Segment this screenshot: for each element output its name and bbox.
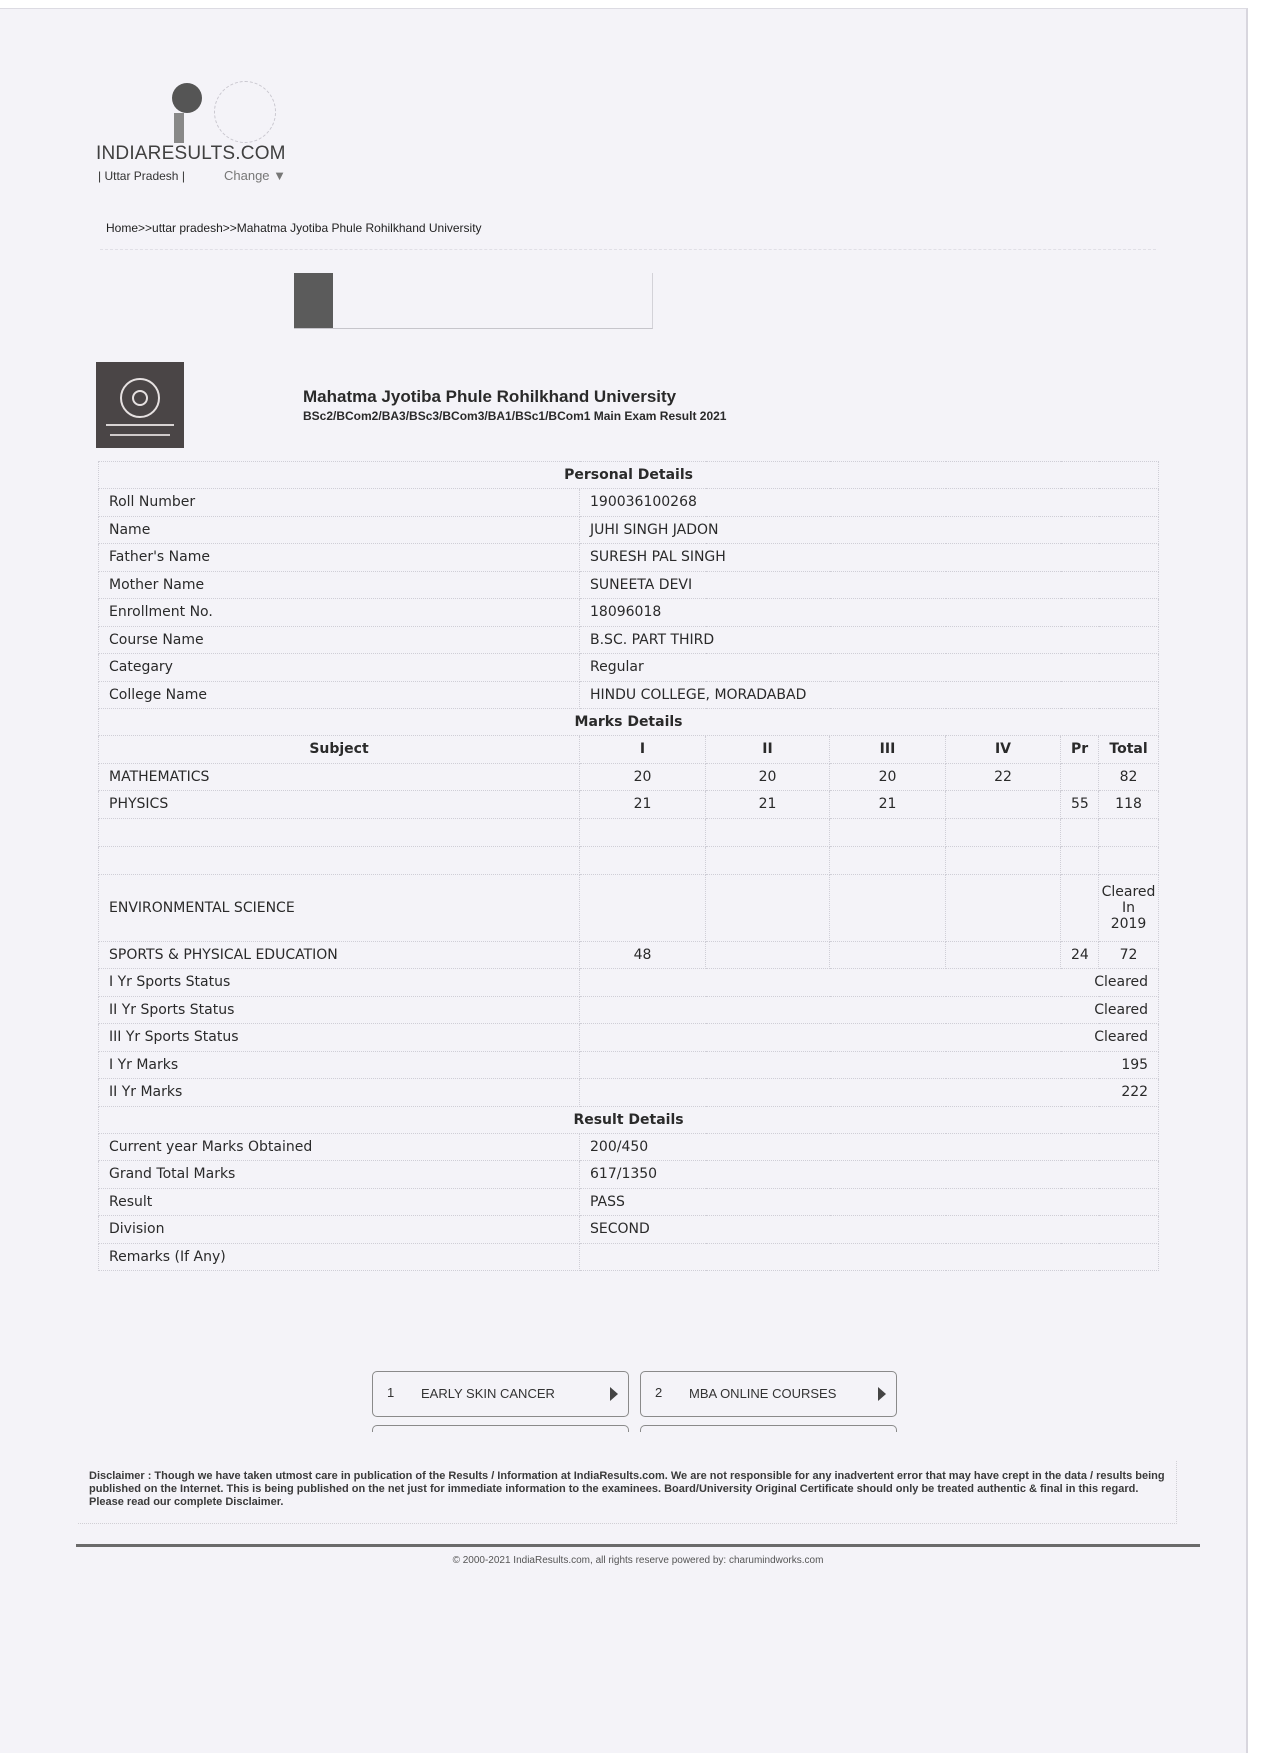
field-value: SECOND [580,1216,1159,1244]
field-value: JUHI SINGH JADON [580,516,1159,544]
emblem-hub [132,390,148,406]
personal-details-heading: Personal Details [99,462,1159,489]
field-value [580,1243,1159,1271]
table-row [99,489,1159,517]
field-label: Father's Name [99,544,580,572]
field-value: SURESH PAL SINGH [580,544,1159,572]
breadcrumb [106,221,482,235]
table-row [99,516,1159,544]
mark-cell: 20 [830,763,946,791]
ad-banner[interactable] [294,273,653,329]
field-label: College Name [99,681,580,709]
cleared-text: In [1122,899,1136,916]
field-label: Result [99,1188,580,1216]
field-label: I Yr Sports Status [99,969,580,997]
result-table [98,461,1159,1271]
field-label: III Yr Sports Status [99,1024,580,1052]
field-value: Cleared [580,996,1159,1024]
printed-page [0,8,1248,1753]
field-value: B.SC. PART THIRD [580,626,1159,654]
logo-map-icon [214,81,276,143]
field-label: Current year Marks Obtained [99,1133,580,1161]
subject-name: SPORTS & PHYSICAL EDUCATION [99,941,580,969]
emblem-line [106,424,174,426]
column-header: II [706,736,830,764]
logo-person-body [174,113,184,143]
table-row [99,571,1159,599]
divider [100,249,1156,250]
subject-row [99,763,1159,791]
table-row [99,599,1159,627]
logo-person-icon [172,83,202,113]
mark-cell: 22 [946,763,1061,791]
breadcrumb-separator: >> [138,221,153,235]
mark-cell: 55 [1061,791,1099,819]
field-label: Grand Total Marks [99,1161,580,1189]
breadcrumb-home[interactable]: Home [106,221,139,235]
field-label: Mother Name [99,571,580,599]
disclaimer-text: Disclaimer : Though we have taken utmost care in publication of the Results / Information at IndiaResults.com. We are not responsible for any inadvertent error that may have crept in the data / results being published on the Internet. This is being published on the net just for immediate information to the examinees. Board/University Original Certificate should only be treated authentic & final in this regard. Please read our complete Disclaimer. [89,1470,1165,1508]
ad-link-placeholder [372,1425,629,1432]
column-header: Total [1099,736,1159,764]
change-label: Change [224,168,270,183]
mark-cell: 21 [830,791,946,819]
mark-cell [1061,763,1099,791]
field-label: Roll Number [99,489,580,517]
ad-link-mba-online-courses[interactable] [640,1371,897,1417]
field-label: Division [99,1216,580,1244]
university-emblem [96,362,184,448]
ad-label: MBA ONLINE COURSES [689,1386,837,1401]
table-row [99,1133,1159,1161]
ad-number: 2 [655,1385,663,1400]
table-row [99,1243,1159,1271]
copyright-text: © 2000-2021 IndiaResults.com, all rights reserve powered by: charumindworks.com [452,1555,824,1566]
status-row [99,1051,1159,1079]
field-label: Categary [99,654,580,682]
field-value: Cleared [580,969,1159,997]
ad-number: 1 [387,1385,395,1400]
result-details-heading: Result Details [99,1106,1159,1133]
subject-name: MATHEMATICS [99,763,580,791]
subject-row [99,791,1159,819]
state-label: | Uttar Pradesh | [98,169,185,183]
field-value: 195 [580,1051,1159,1079]
field-value: Cleared [580,1024,1159,1052]
column-header: Pr [1061,736,1099,764]
play-arrow-icon [610,1387,618,1401]
field-label: I Yr Marks [99,1051,580,1079]
empty-row [99,846,1159,874]
mark-cell: 20 [580,763,706,791]
field-value: 18096018 [580,599,1159,627]
empty-row [99,818,1159,846]
marks-header-row [99,736,1159,764]
mark-cell: 21 [706,791,830,819]
breadcrumb-separator: >> [222,221,237,235]
mark-cell: 48 [580,941,706,969]
status-row [99,969,1159,997]
ad-image [294,273,333,328]
mark-cell: 20 [706,763,830,791]
mark-cell [946,791,1061,819]
field-label: Enrollment No. [99,599,580,627]
table-row [99,1216,1159,1244]
subject-row [99,941,1159,969]
logo-text: INDIARESULTS.COM [96,143,286,164]
subject-name: ENVIRONMENTAL SCIENCE [99,874,580,941]
status-row [99,1079,1159,1107]
table-row [99,1188,1159,1216]
cleared-year: 2019 [1110,915,1147,932]
footer-divider [76,1544,1200,1547]
column-header: III [830,736,946,764]
column-header: I [580,736,706,764]
status-row [99,1024,1159,1052]
table-row [99,681,1159,709]
ad-link-placeholder [640,1425,897,1432]
subject-name: PHYSICS [99,791,580,819]
field-label: II Yr Marks [99,1079,580,1107]
field-label: II Yr Sports Status [99,996,580,1024]
ad-link-early-skin-cancer[interactable] [372,1371,629,1417]
field-value: HINDU COLLEGE, MORADABAD [580,681,1159,709]
field-label: Name [99,516,580,544]
cleared-text: Cleared [1101,883,1156,900]
status-row [99,996,1159,1024]
total-cell: 72 [1099,941,1159,969]
breadcrumb-university[interactable]: Mahatma Jyotiba Phule Rohilkhand University [236,221,482,235]
field-value: SUNEETA DEVI [580,571,1159,599]
mark-cell: 21 [580,791,706,819]
change-state-link[interactable] [224,168,286,183]
field-value: 617/1350 [580,1161,1159,1189]
total-cell: 118 [1099,791,1159,819]
subject-row [99,874,1159,941]
table-row [99,1161,1159,1189]
mark-cell: 24 [1061,941,1099,969]
breadcrumb-state[interactable]: uttar pradesh [152,221,223,235]
total-cell [1099,874,1159,941]
marks-details-heading: Marks Details [99,709,1159,736]
table-row [99,626,1159,654]
field-label: Course Name [99,626,580,654]
triangle-down-icon: ▼ [273,168,287,183]
field-value: 200/450 [580,1133,1159,1161]
column-header: IV [946,736,1061,764]
ad-label: EARLY SKIN CANCER [421,1386,555,1401]
field-value: 190036100268 [580,489,1159,517]
field-value: Regular [580,654,1159,682]
field-label: Remarks (If Any) [99,1243,580,1271]
table-row [99,544,1159,572]
table-row [99,654,1159,682]
emblem-line [110,434,170,436]
total-cell: 82 [1099,763,1159,791]
play-arrow-icon [878,1387,886,1401]
field-value: PASS [580,1188,1159,1216]
university-name: Mahatma Jyotiba Phule Rohilkhand University [303,387,677,406]
field-value: 222 [580,1079,1159,1107]
column-header: Subject [99,736,580,764]
exam-title: BSc2/BCom2/BA3/BSc3/BCom3/BA1/BSc1/BCom1 Main Exam Result 2021 [303,409,727,423]
